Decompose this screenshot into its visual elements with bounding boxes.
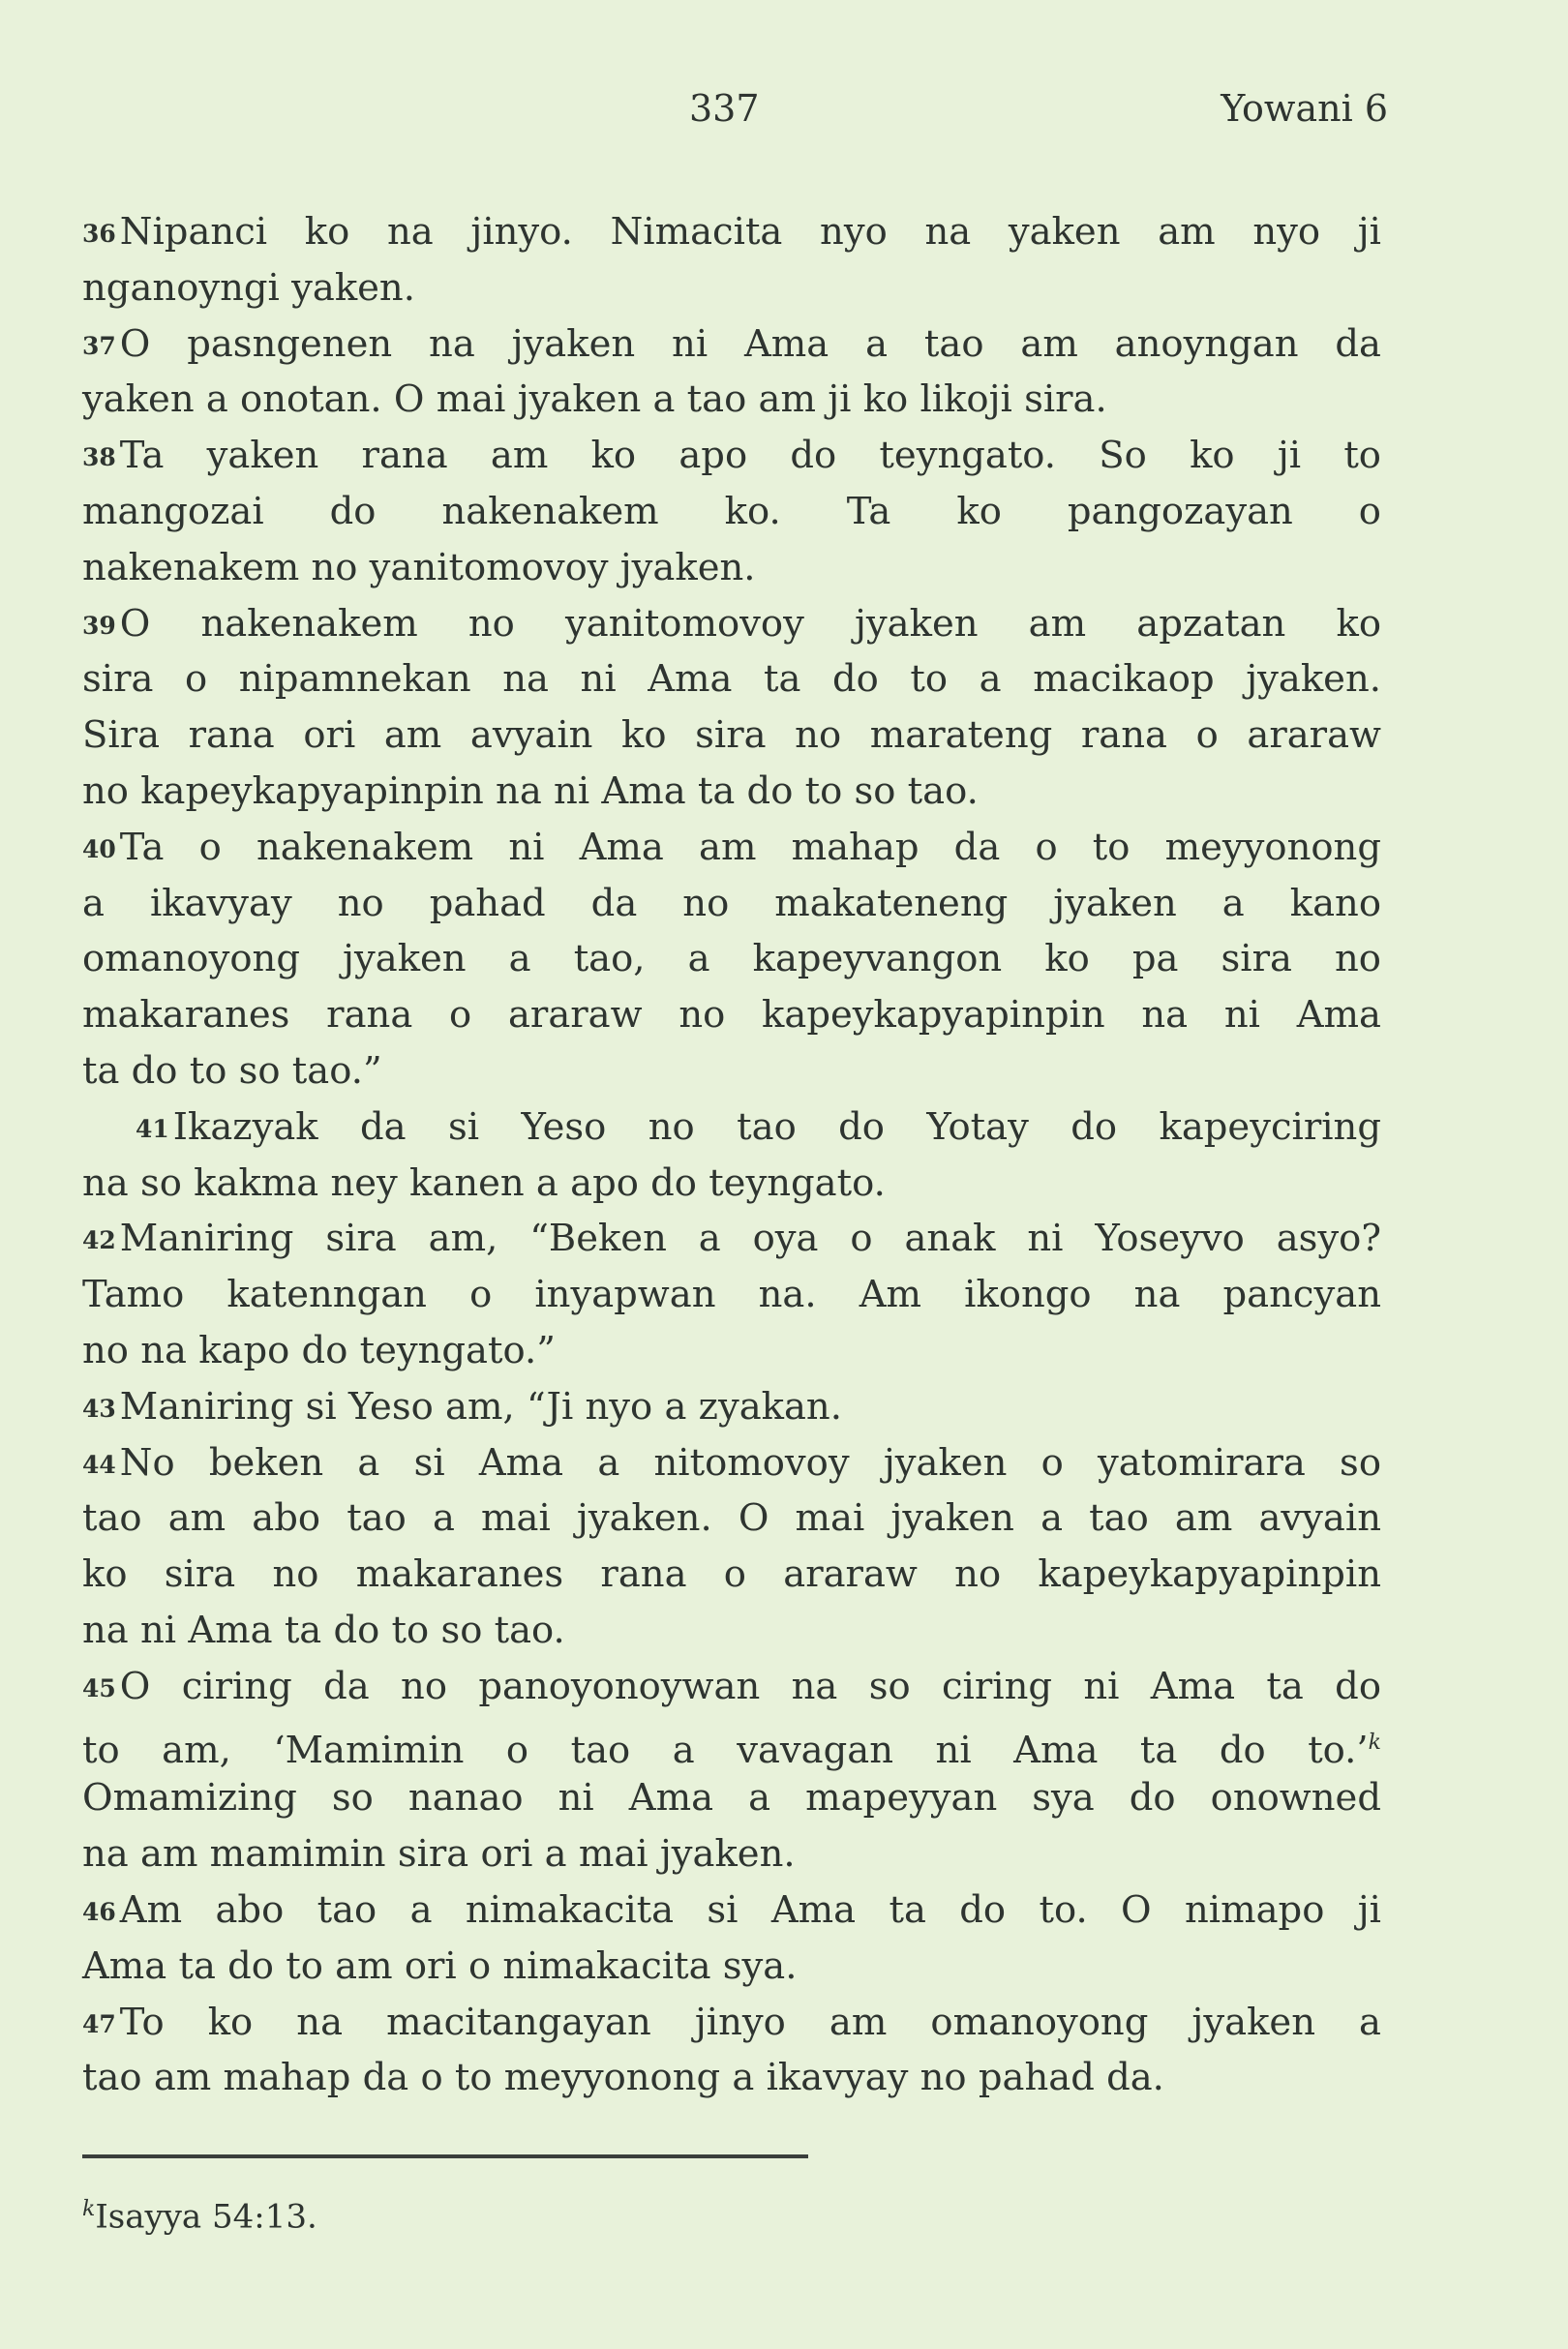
- verse-line: [82, 1715, 1381, 1771]
- verse-line-text: a ikavyay no pahad da no makateneng jyaken a kano: [82, 881, 1381, 925]
- verse-line: [82, 931, 1381, 987]
- verse-line: [82, 708, 1381, 764]
- verse-first-line: [82, 1379, 1381, 1435]
- verse-number: 42: [82, 1226, 116, 1255]
- verse-number: 43: [82, 1394, 116, 1423]
- verse-number: 36: [82, 220, 116, 248]
- verse-line-text: na ni Ama ta do to so tao.: [82, 1608, 565, 1652]
- verse-line-text: nganoyngi yaken.: [82, 265, 415, 310]
- verse-line-text: yaken a onotan. O mai jyaken a tao am ji ko likoji sira.: [82, 377, 1107, 422]
- verse-line-text: No beken a si Ama a nitomovoy jyaken o yatomirara so: [119, 1440, 1381, 1485]
- footnote-reference[interactable]: k: [1368, 1730, 1381, 1755]
- verse-first-line: [82, 1099, 1381, 1156]
- verse-line: [82, 484, 1381, 540]
- footnote-mark: k: [82, 2197, 96, 2221]
- verse-line-text: Ta yaken rana am ko apo do teyngato. So ko ji to: [119, 434, 1381, 478]
- verse-line-text: Omamizing so nanao ni Ama a mapeyyan sya do onowned: [82, 1776, 1381, 1821]
- verse-first-line: [82, 316, 1381, 373]
- verse-line: [82, 260, 1381, 316]
- footnote-text: Isayya 54:13.: [95, 2197, 317, 2237]
- verse-line-text: na am mamimin sira ori a mai jyaken.: [82, 1832, 796, 1877]
- verse-line-text: mangozai do nakenakem ko. Ta ko pangozayan o: [82, 489, 1381, 533]
- verse-line: [82, 764, 1381, 820]
- verse-line-text: tao am abo tao a mai jyaken. O mai jyaken a tao am avyain: [82, 1496, 1381, 1541]
- verse-number: 47: [82, 2009, 116, 2038]
- verse-first-line: [82, 1882, 1381, 1939]
- verse-line-text: no na kapo do teyngato.”: [82, 1328, 556, 1372]
- running-header-book-chapter: Yowani 6: [1221, 87, 1388, 130]
- verse-line-text: makaranes rana o araraw no kapeykapyapinpin na ni Ama: [82, 993, 1381, 1038]
- verse-line: [82, 987, 1381, 1043]
- verse-first-line: [82, 204, 1381, 260]
- verse-line-text: no kapeykapyapinpin na ni Ama ta do to so tao.: [82, 768, 979, 813]
- verse-number: 46: [82, 1897, 116, 1926]
- verse-line-text: ko sira no makaranes rana o araraw no kapeykapyapinpin: [82, 1552, 1381, 1597]
- verse-line: [82, 1826, 1381, 1882]
- verse-line-text: tao am mahap da o to meyyonong a ikavyay no pahad da.: [82, 2056, 1164, 2100]
- verse-line-text: Ama ta do to am ori o nimakacita sya.: [82, 1943, 798, 1988]
- verse-line-text: Am abo tao a nimakacita si Ama ta do to. O nimapo ji: [119, 1887, 1381, 1932]
- verse-line-text: To ko na macitangayan jinyo am omanoyong jyaken a: [119, 2000, 1381, 2044]
- verse-line-text: Sira rana ori am avyain ko sira no marateng rana o araraw: [82, 713, 1381, 758]
- verse-first-line: [82, 1995, 1381, 2051]
- verse-line-text: to am, ‘Mamimin o tao a vavagan ni Ama ta do to.’: [82, 1728, 1369, 1772]
- verse-line-text: sira o nipamnekan na ni Ama ta do to a macikaop jyaken.: [82, 657, 1381, 702]
- verse-line: [82, 1603, 1381, 1659]
- verse-line-text: Ikazyak da si Yeso no tao do Yotay do kapeyciring: [172, 1104, 1381, 1149]
- verse-number: 41: [136, 1114, 169, 1143]
- footnote: [82, 2197, 317, 2236]
- verse-number: 40: [82, 834, 116, 863]
- verse-line-text: O ciring da no panoyonoywan na so ciring ni Ama ta do: [119, 1664, 1381, 1708]
- verse-first-line: [82, 428, 1381, 484]
- verse-line: [82, 540, 1381, 596]
- verse-line: [82, 1547, 1381, 1603]
- verse-first-line: [82, 820, 1381, 876]
- verse-line: [82, 2050, 1381, 2106]
- verse-line-text: O pasngenen na jyaken ni Ama a tao am anoyngan da: [119, 321, 1381, 366]
- verse-line: [82, 1939, 1381, 1995]
- verse-number: 37: [82, 331, 116, 360]
- verse-first-line: [82, 1435, 1381, 1491]
- verse-line-text: Maniring sira am, “Beken a oya o anak ni Yoseyvo asyo?: [119, 1217, 1381, 1261]
- verse-number: 39: [82, 611, 116, 640]
- verse-line-text: omanoyong jyaken a tao, a kapeyvangon ko pa sira no: [82, 937, 1381, 981]
- verse-line-text: Tamo katenngan o inyapwan na. Am ikongo na pancyan: [82, 1273, 1381, 1317]
- verse-first-line: [82, 1211, 1381, 1267]
- verse-number: 44: [82, 1450, 116, 1479]
- verse-line: [82, 1156, 1381, 1212]
- verse-line-text: O nakenakem no yanitomovoy jyaken am apzatan ko: [119, 601, 1381, 646]
- footnote-divider: [82, 2154, 808, 2158]
- verse-line-text: nakenakem no yanitomovoy jyaken.: [82, 545, 756, 589]
- verse-line: [82, 651, 1381, 708]
- verse-line: [82, 1267, 1381, 1323]
- verse-line-text: Maniring si Yeso am, “Ji nyo a zyakan.: [119, 1384, 842, 1429]
- verse-first-line: [82, 596, 1381, 652]
- verse-line: [82, 1770, 1381, 1826]
- verse-line-text: na so kakma ney kanen a apo do teyngato.: [82, 1160, 886, 1205]
- verse-line-text: Nipanci ko na jinyo. Nimacita nyo na yaken am nyo ji: [119, 210, 1381, 254]
- scripture-text: [82, 204, 1381, 2106]
- verse-first-line: [82, 1659, 1381, 1715]
- verse-line-text: Ta o nakenakem ni Ama am mahap da o to meyyonong: [119, 825, 1381, 869]
- verse-line: [82, 1323, 1381, 1379]
- verse-line: [82, 1043, 1381, 1099]
- verse-number: 38: [82, 443, 116, 472]
- verse-line: [82, 1491, 1381, 1547]
- verse-line: [82, 372, 1381, 428]
- verse-number: 45: [82, 1673, 116, 1702]
- verse-line: [82, 876, 1381, 932]
- page-number: 337: [689, 87, 760, 130]
- verse-line-text: ta do to so tao.”: [82, 1048, 382, 1093]
